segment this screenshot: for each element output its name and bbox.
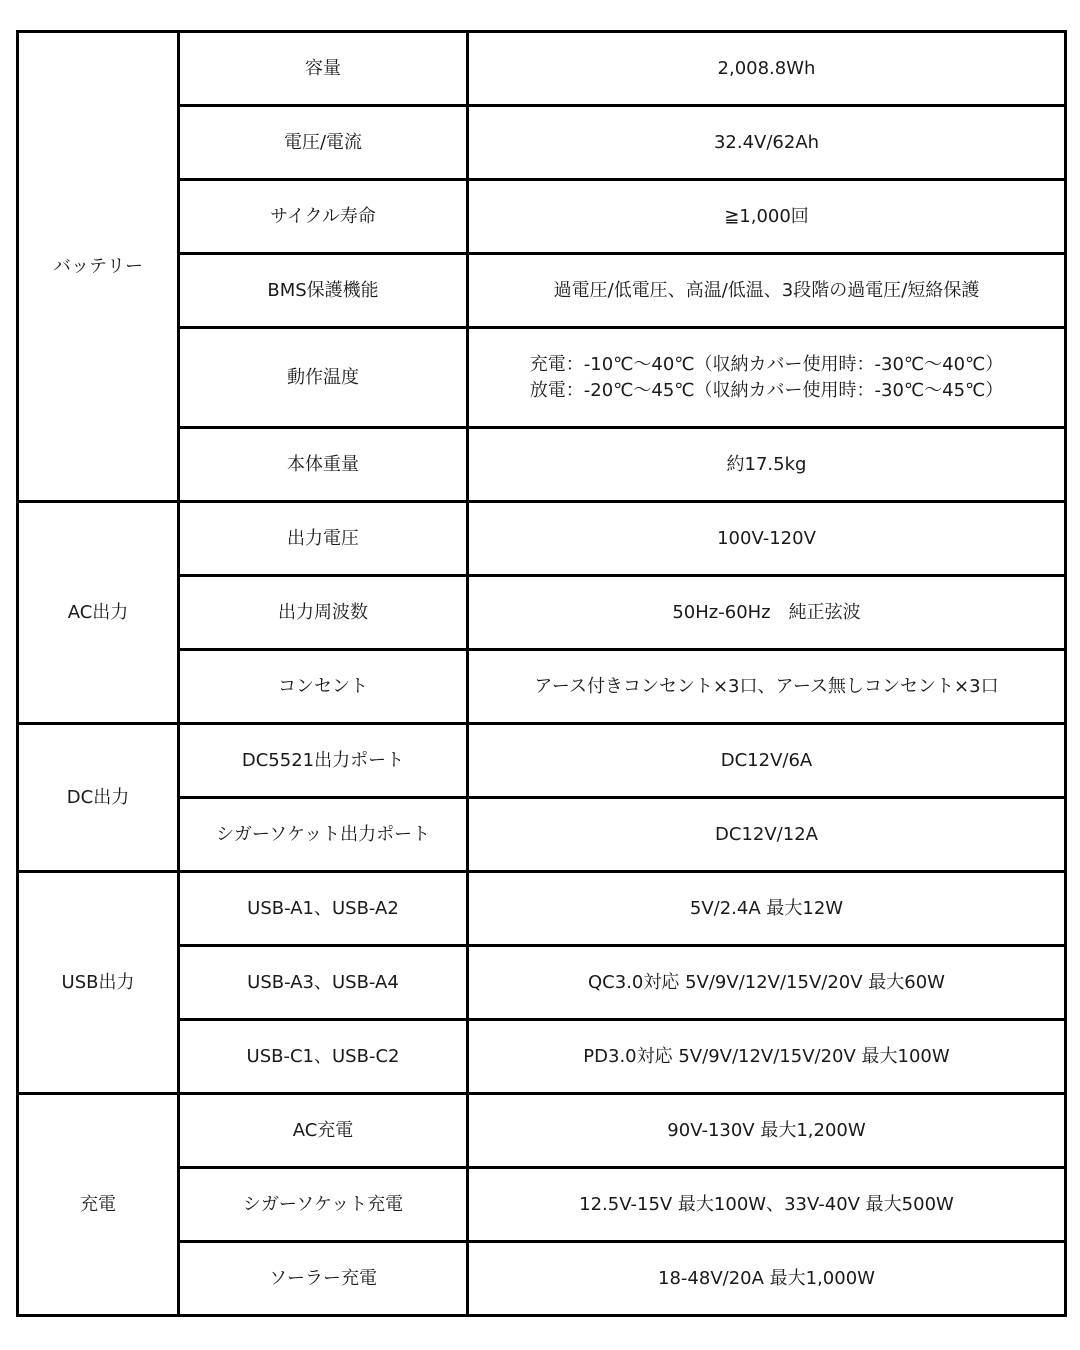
table-row: [18, 1094, 1066, 1168]
value-cell: アース付きコンセント×3口、アース無しコンセント×3口: [468, 650, 1066, 724]
table-row: [18, 724, 1066, 798]
item-cell: BMS保護機能: [179, 254, 468, 328]
item-cell: USB-A3、USB-A4: [179, 946, 468, 1020]
item-cell: USB-A1、USB-A2: [179, 872, 468, 946]
value-cell: DC12V/12A: [468, 798, 1066, 872]
item-cell: 電圧/電流: [179, 106, 468, 180]
value-cell: 約17.5kg: [468, 428, 1066, 502]
value-cell: 18-48V/20A 最大1,000W: [468, 1242, 1066, 1316]
value-cell: 32.4V/62Ah: [468, 106, 1066, 180]
item-cell: コンセント: [179, 650, 468, 724]
item-cell: サイクル寿命: [179, 180, 468, 254]
item-cell: 出力電圧: [179, 502, 468, 576]
value-cell: DC12V/6A: [468, 724, 1066, 798]
item-cell: 動作温度: [179, 328, 468, 428]
item-cell: 出力周波数: [179, 576, 468, 650]
value-cell: ≧1,000回: [468, 180, 1066, 254]
table-row: [18, 872, 1066, 946]
spec-table: [16, 30, 1067, 1317]
value-cell: PD3.0対応 5V/9V/12V/15V/20V 最大100W: [468, 1020, 1066, 1094]
group-label-usb-output: USB出力: [18, 872, 179, 1094]
value-cell: 100V-120V: [468, 502, 1066, 576]
group-label-charging: 充電: [18, 1094, 179, 1316]
value-cell: 過電圧/低電圧、高温/低温、3段階の過電圧/短絡保護: [468, 254, 1066, 328]
item-cell: ソーラー充電: [179, 1242, 468, 1316]
table-row: [18, 502, 1066, 576]
value-cell: 12.5V-15V 最大100W、33V-40V 最大500W: [468, 1168, 1066, 1242]
item-cell: シガーソケット充電: [179, 1168, 468, 1242]
value-cell: QC3.0対応 5V/9V/12V/15V/20V 最大60W: [468, 946, 1066, 1020]
value-cell: 2,008.8Wh: [468, 32, 1066, 106]
item-cell: シガーソケット出力ポート: [179, 798, 468, 872]
group-label-battery: バッテリー: [18, 32, 179, 502]
value-cell: 5V/2.4A 最大12W: [468, 872, 1066, 946]
value-cell: 50Hz-60Hz 純正弦波: [468, 576, 1066, 650]
item-cell: 本体重量: [179, 428, 468, 502]
item-cell: AC充電: [179, 1094, 468, 1168]
value-cell: 90V-130V 最大1,200W: [468, 1094, 1066, 1168]
value-cell-multiline: [468, 328, 1066, 428]
value-line: 放電：-20℃～45℃（収納カバー使用時：-30℃～45℃）: [529, 379, 1004, 401]
item-cell: DC5521出力ポート: [179, 724, 468, 798]
group-label-dc-output: DC出力: [18, 724, 179, 872]
item-cell: 容量: [179, 32, 468, 106]
item-cell: USB-C1、USB-C2: [179, 1020, 468, 1094]
group-label-ac-output: AC出力: [18, 502, 179, 724]
value-line: 充電：-10℃～40℃（収納カバー使用時：-30℃～40℃）: [529, 353, 1004, 375]
table-row: [18, 32, 1066, 106]
